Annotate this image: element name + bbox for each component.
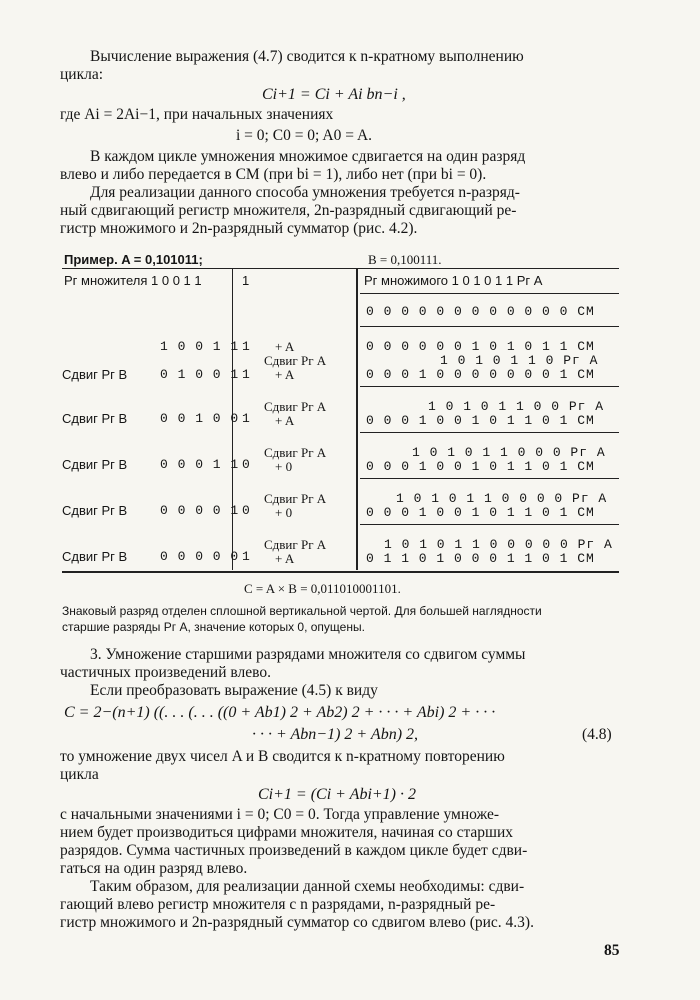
- intro-where: где Ai = 2Ai−1, при начальных значениях: [60, 106, 334, 123]
- example-title: Пример. A = 0,101011;: [64, 252, 203, 267]
- row-right-b: 0 0 0 1 0 0 0 0 0 0 0 1 СМ: [366, 367, 595, 382]
- row-bits: 1 0 0 1 1: [160, 339, 240, 354]
- para1-line5: гистр множимого и 2n-разрядный сумматор (рис. 4.2).: [60, 220, 418, 237]
- row-flag: 1: [242, 549, 251, 564]
- row-bits: 0 0 0 0 1: [160, 503, 240, 518]
- row-right-b: 0 1 1 0 1 0 0 0 1 1 0 1 СМ: [366, 551, 595, 566]
- right-block-rule: [360, 432, 619, 433]
- section3-heading1: 3. Умножение старшими разрядами множителя со сдвигом суммы: [90, 646, 526, 663]
- section3-para-line: Таким образом, для реализации данной схемы необходимы: сдви-: [90, 878, 525, 895]
- section3-para-line: гистр множимого и 2n-разрядный сумматор со сдвигом влево (рис. 4.3).: [60, 914, 534, 931]
- row-shift: Сдвиг Рг B: [62, 457, 128, 472]
- intro-line2: цикла:: [60, 66, 104, 83]
- formula-4-8-b: · · · + Abn−1) 2 + Abn) 2,: [252, 726, 419, 743]
- row-flag: 1: [242, 367, 251, 382]
- para1-line1: В каждом цикле умножения множимое сдвигается на один разряд: [90, 148, 526, 165]
- row-flag: 0: [242, 503, 251, 518]
- example-note1: Знаковый разряд отделен сплошной вертикальной чертой. Для большей наглядности: [62, 604, 542, 618]
- row-bits: 0 0 0 1 1: [160, 457, 240, 472]
- para1-line4: ный сдвигающий регистр множителя, 2n-разрядный сдвигающий ре-: [60, 202, 517, 219]
- section3-para-line: гающий влево регистр множителя с n разрядами, n-разрядный ре-: [60, 896, 496, 913]
- row-action2: + 0: [275, 505, 293, 520]
- section3-line3: цикла: [60, 766, 99, 783]
- header-left: Рг множителя 1 0 0 1 1: [64, 273, 202, 288]
- row-flag: 1: [242, 411, 251, 426]
- header-right: Рг множимого 1 0 1 0 1 1 Рг A: [364, 273, 543, 288]
- section3-heading2: частичных произведений влево.: [60, 664, 271, 681]
- row-right-b: 0 0 0 1 0 0 1 0 1 1 0 1 СМ: [366, 505, 595, 520]
- table-top-rule: [62, 268, 619, 269]
- row-action2: + 0: [275, 459, 293, 474]
- row-right-a: 1 0 1 0 1 1 0 0 Рг A: [428, 399, 605, 414]
- row-action2: + A: [275, 367, 295, 382]
- row-action: Сдвиг Рг A: [264, 491, 327, 506]
- section3-line2: то умножение двух чисел A и B сводится к n-кратному повторению: [60, 748, 505, 765]
- row-right-b: 0 0 0 1 0 0 1 0 1 1 0 1 СМ: [366, 413, 595, 428]
- formula-4-8-a: C = 2−(n+1) ((. . . (. . . ((0 + Ab1) 2 + Ab2) 2 + · · · + Abi) 2 + · · ·: [64, 704, 496, 721]
- section3-line1: Если преобразовать выражение (4.5) к виду: [90, 682, 378, 699]
- section3-para-line: разрядов. Сумма частичных произведений в каждом цикле будет сдви-: [60, 842, 528, 859]
- row-right-a: 1 0 1 0 1 1 0 0 0 0 Рг A: [396, 491, 608, 506]
- row-bits: 0 0 0 0 0: [160, 549, 240, 564]
- first-right-row: 0 0 0 0 0 0 0 0 0 0 0 0 СМ: [366, 304, 595, 319]
- para1-line2: влево и либо передается в СМ (при bi = 1), либо нет (при bi = 0).: [60, 166, 487, 183]
- row-action: Сдвиг Рг A: [264, 537, 327, 552]
- table-bottom-rule: [62, 571, 619, 573]
- row-right-b: 0 0 0 1 0 0 1 0 1 1 0 1 СМ: [366, 459, 595, 474]
- header-mid: 1: [242, 273, 250, 288]
- row-right-a: 1 0 1 0 1 1 0 Рг A: [440, 353, 599, 368]
- intro-init: i = 0; C0 = 0; A0 = A.: [236, 127, 373, 144]
- eq-number: (4.8): [582, 726, 612, 743]
- right-block-rule: [360, 293, 619, 294]
- row-shift: Сдвиг Рг B: [62, 503, 128, 518]
- page-number: 85: [604, 942, 620, 959]
- row-bits: 0 0 1 0 0: [160, 411, 240, 426]
- row-action: + A: [275, 339, 295, 354]
- right-block-rule: [360, 524, 619, 525]
- row-action2: + A: [275, 551, 295, 566]
- row-right-b: 0 0 0 0 0 0 1 0 1 0 1 1 СМ: [366, 339, 595, 354]
- section3-para-line: гаться на один разряд влево.: [60, 860, 248, 877]
- row-flag: 1: [242, 339, 251, 354]
- row-action: Сдвиг Рг A: [264, 399, 327, 414]
- right-block-rule: [360, 386, 619, 387]
- row-shift: Сдвиг Рг B: [62, 411, 128, 426]
- section3-para-line: нием будет производиться цифрами множителя, начиная со старших: [60, 824, 514, 841]
- row-bits: 0 1 0 0 1: [160, 367, 240, 382]
- row-action: Сдвиг Рг A: [264, 445, 327, 460]
- right-block-rule: [360, 478, 619, 479]
- section3-para-line: с начальными значениями i = 0; C0 = 0. Тогда управление умноже-: [60, 806, 500, 823]
- row-shift: Сдвиг Рг B: [62, 367, 128, 382]
- right-block-rule: [360, 326, 619, 327]
- separator-mid: [356, 268, 358, 570]
- row-action: Сдвиг Рг A: [264, 353, 327, 368]
- row-right-a: 1 0 1 0 1 1 0 0 0 0 0 Рг A: [384, 537, 613, 552]
- row-action2: + A: [275, 413, 295, 428]
- formula-cycle: Ci+1 = Ci + Ai bn−i ,: [262, 86, 406, 103]
- para1-line3: Для реализации данного способа умножения требуется n-разряд-: [90, 184, 520, 201]
- row-shift: Сдвиг Рг B: [62, 549, 128, 564]
- example-note2: старшие разряды Рг A, значение которых 0, опущены.: [62, 620, 365, 634]
- intro-line1: Вычисление выражения (4.7) сводится к n-кратному выполнению: [90, 48, 524, 65]
- row-flag: 0: [242, 457, 251, 472]
- example-b-value: B = 0,100111.: [368, 252, 442, 267]
- row-right-a: 1 0 1 0 1 1 0 0 0 Рг A: [412, 445, 606, 460]
- example-result: C = A × B = 0,011010001101.: [244, 581, 401, 596]
- formula-cycle2: Ci+1 = (Ci + Abi+1) · 2: [258, 786, 417, 803]
